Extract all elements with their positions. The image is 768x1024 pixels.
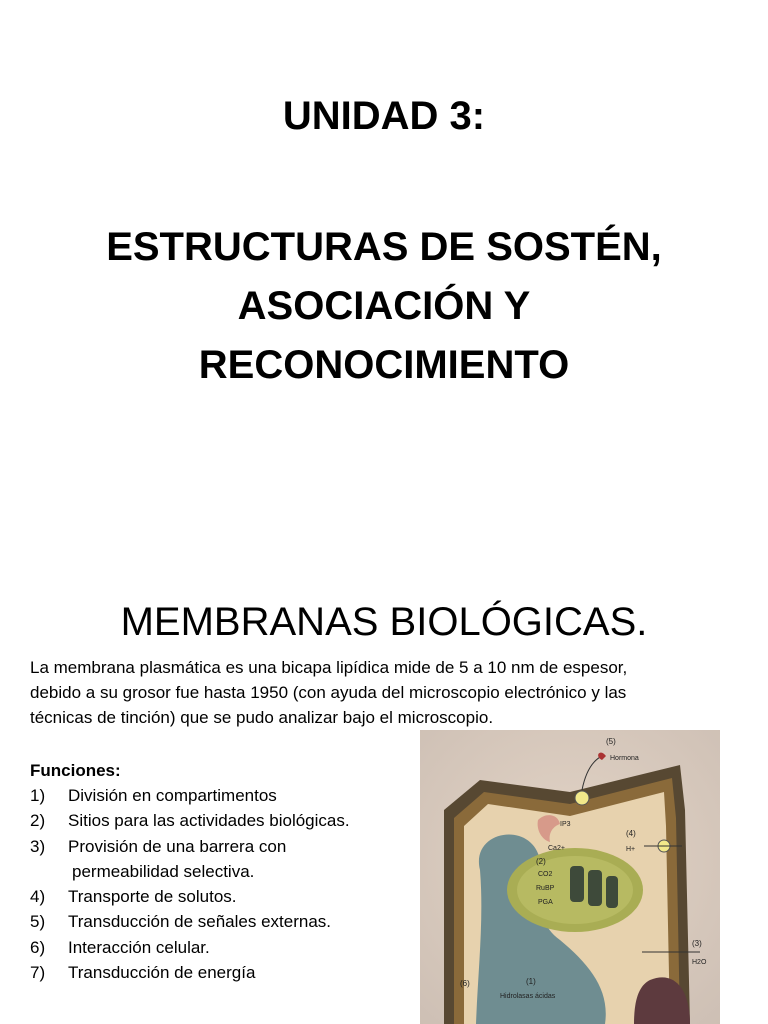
- list-text: Transducción de señales externas.: [68, 912, 332, 932]
- slide-title-line: ESTRUCTURAS DE SOSTÉN,: [106, 225, 662, 269]
- list-number: 1): [30, 786, 46, 805]
- membrane-receptor: [575, 791, 589, 805]
- plant-cell-figure: [420, 730, 720, 1024]
- label-hormone: Hormona: [610, 755, 639, 762]
- label-4: (4): [626, 829, 636, 838]
- label-rubp: RuBP: [536, 885, 555, 892]
- plant-cell-illustration: [420, 730, 720, 1024]
- intro-line: debido a su grosor fue hasta 1950 (con ayuda del microscopio electrónico y las: [30, 683, 627, 702]
- label-h-plus: H+: [626, 846, 636, 853]
- intro-paragraph: [30, 655, 730, 730]
- list-text: Sitios para las actividades biológicas.: [68, 811, 350, 831]
- list-number: 5): [30, 912, 46, 932]
- list-text: Transporte de solutos.: [68, 887, 237, 907]
- label-h2o: H2O: [692, 959, 707, 966]
- label-5: (5): [606, 737, 616, 746]
- list-text: Transducción de energía: [68, 963, 256, 983]
- label-2: (2): [536, 857, 546, 866]
- intro-line: técnicas de tinción) que se pudo analizar bajo el microscopio.: [30, 708, 494, 727]
- list-item: [30, 834, 410, 885]
- section-title: MEMBRANAS BIOLÓGICAS.: [120, 600, 648, 644]
- label-ip3: IP3: [560, 821, 571, 828]
- label-hydrolases: Hidrolasas ácidas: [500, 993, 556, 1000]
- list-item: [30, 783, 410, 808]
- label-6: (6): [460, 979, 470, 988]
- list-number: 3): [30, 836, 46, 856]
- list-item: [30, 884, 410, 909]
- list-text: permeabilidad selectiva.: [72, 861, 255, 881]
- list-text: Interacción celular.: [68, 937, 210, 957]
- label-ca: Ca2+: [548, 845, 565, 852]
- list-text: Provisión de una barrera con: [68, 836, 287, 856]
- list-number: 2): [30, 811, 46, 831]
- membranes-slide: [0, 576, 768, 1024]
- functions-list: [30, 783, 410, 985]
- label-3: (3): [692, 939, 702, 948]
- slide-title: [0, 218, 768, 395]
- unit-heading: UNIDAD 3:: [282, 94, 486, 138]
- functions-heading: Funciones:: [30, 761, 121, 780]
- list-item: [30, 960, 410, 985]
- list-text: División en compartimentos: [68, 786, 277, 805]
- label-pga: PGA: [538, 899, 553, 906]
- label-co2: CO2: [538, 871, 553, 878]
- intro-line: La membrana plasmática es una bicapa lipídica mide de 5 a 10 nm de espesor,: [30, 658, 628, 677]
- label-1: (1): [526, 977, 536, 986]
- list-number: 6): [30, 937, 46, 957]
- list-item: [30, 909, 410, 934]
- list-item: [30, 808, 410, 833]
- slide-title-line: ASOCIACIÓN Y: [237, 284, 531, 328]
- list-number: 7): [30, 963, 46, 983]
- list-item: [30, 935, 410, 960]
- slide-title-line: RECONOCIMIENTO: [198, 343, 570, 387]
- list-number: 4): [30, 887, 46, 907]
